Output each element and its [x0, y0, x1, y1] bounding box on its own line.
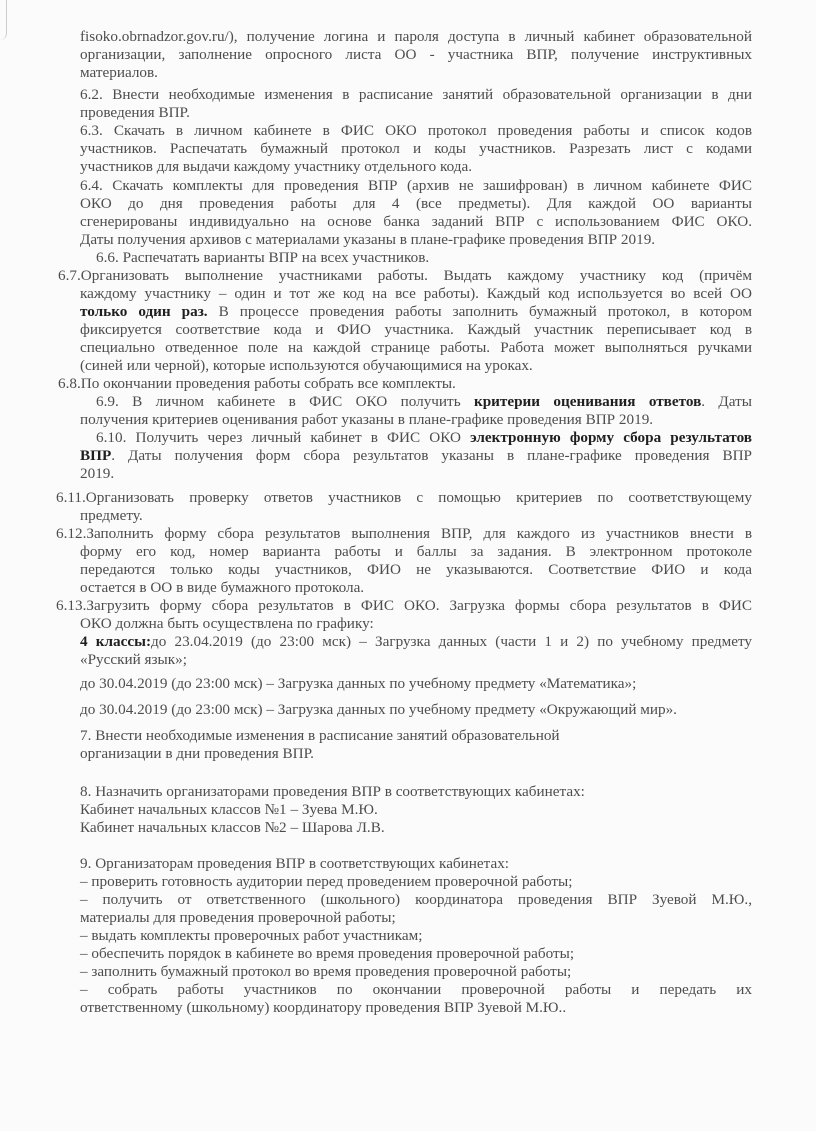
- text-line: [80, 783, 752, 801]
- bold-text-run: электронную форму сбора результатов: [470, 429, 752, 446]
- text-run: В процессе проведения работы заполнить бумажный протокол, в котором: [207, 303, 752, 320]
- text-run: ответственному (школьному) координатору проведения ВПР Зуевой М.Ю..: [80, 999, 567, 1016]
- text-run: 6.12.Заполнить форму сбора результатов выполнения ВПР, для каждого из участников внести в: [56, 525, 752, 542]
- text-line: [58, 375, 752, 393]
- text-line: [80, 873, 752, 891]
- text-line: [80, 579, 752, 597]
- text-line: [80, 701, 752, 719]
- text-run: – получить от ответственного (школьного) координатора проведения ВПР Зуевой М.Ю.,: [80, 891, 752, 908]
- text-run: 2019.: [80, 465, 115, 482]
- text-line: [80, 28, 752, 46]
- text-run: организации в дни проведения ВПР.: [80, 745, 314, 762]
- text-line: [80, 140, 752, 158]
- text-run: остается в ОО в виде бумажного протокола.: [80, 579, 365, 596]
- text-run: (синей или черной), которые используются обучающимися на уроках.: [80, 357, 533, 374]
- text-run: участников для выдачи каждому участнику отдельного кода.: [80, 158, 473, 175]
- text-run: сгенерированы индивидуально на основе банка заданий ВПР с использованием ФИС ОКО.: [80, 213, 752, 230]
- text-line: [80, 891, 752, 909]
- text-line: [80, 927, 752, 945]
- text-run: специально отведенное поле на каждой странице работы. Работа может выполняться ручками: [80, 339, 752, 356]
- bold-text-run: критерии оценивания ответов: [473, 393, 702, 410]
- text-line: [56, 525, 752, 543]
- text-run: 6.4. Скачать комплекты для проведения ВПР (архив не зашифрован) в личном кабинете ФИС: [80, 177, 752, 194]
- schedule-math: [80, 675, 752, 693]
- text-line: [80, 46, 752, 64]
- paragraph-6-12: [56, 525, 752, 597]
- text-run: Кабинет начальных классов №2 – Шарова Л.В.: [80, 819, 385, 836]
- text-run: 6.8.По окончании проведения работы собрать все комплекты.: [58, 375, 456, 392]
- text-line: [80, 981, 752, 999]
- text-run: – собрать работы участников по окончании проверочной работы и передать их: [80, 981, 752, 998]
- text-line: [80, 801, 752, 819]
- text-line: [80, 447, 752, 465]
- text-run: каждому участнику – один и тот же код на все работы). Каждый код используется во всей ОО: [80, 285, 752, 302]
- bold-text-run: только один раз.: [80, 303, 208, 320]
- text-run: Кабинет начальных классов №1 – Зуева М.Ю.: [80, 801, 378, 818]
- text-run: 6.11.Организовать проверку ответов участников с помощью критериев по соответствующему: [56, 489, 752, 506]
- text-run: Даты получения архивов с материалами указаны в плане-графике проведения ВПР 2019.: [80, 231, 656, 248]
- text-run: – заполнить бумажный протокол во время проведения проверочной работы;: [80, 963, 572, 980]
- text-line: [80, 285, 752, 303]
- text-run: ОКО должна быть осуществлена по графику:: [80, 615, 374, 632]
- text-line: [80, 339, 752, 357]
- text-line: [80, 999, 752, 1017]
- text-line: [80, 177, 752, 195]
- text-line: [80, 745, 752, 763]
- text-line: [80, 543, 752, 561]
- paragraph-8-organizers: [80, 783, 752, 837]
- bold-text-run: ВПР: [80, 447, 112, 464]
- text-line: [80, 615, 752, 633]
- text-line: [80, 561, 752, 579]
- text-line: [58, 267, 752, 285]
- text-line: [56, 489, 752, 507]
- text-run: – обеспечить порядок в кабинете во время проведения проверочной работы;: [80, 945, 575, 962]
- schedule-grade-4-russian: [80, 633, 752, 669]
- text-run: организации, заполнение опросного листа ОО - участника ВПР, получение инструктивных: [80, 46, 752, 63]
- text-run: до 30.04.2019 (до 23:00 мск) – Загрузка данных по учебному предмету «Математика»;: [80, 675, 637, 692]
- text-run: участников. Распечатать бумажный протокол и коды участников. Разрезать лист с кодами: [80, 140, 752, 157]
- text-line: [56, 597, 752, 615]
- text-run: форму его код, номер варианта работы и баллы за задания. В электронном протоколе: [80, 543, 752, 560]
- text-run: 6.13.Загрузить форму сбора результатов в ФИС ОКО. Загрузка формы сбора результатов в ФИС: [56, 597, 752, 614]
- text-run: получения критериев оценивания работ указаны в плане-графике проведения ВПР 2019.: [80, 411, 654, 428]
- text-line: [80, 158, 752, 176]
- text-run: 6.6. Распечатать варианты ВПР на всех участников.: [96, 249, 430, 266]
- paragraph-6-13: [56, 597, 752, 633]
- text-run: 8. Назначить организаторами проведения ВПР в соответствующих кабинетах:: [80, 783, 585, 800]
- text-line: [80, 727, 752, 745]
- text-run: 7. Внести необходимые изменения в расписание занятий образовательной: [80, 727, 560, 744]
- text-line: [80, 249, 752, 267]
- text-line: [80, 429, 752, 447]
- text-run: fisoko.obrnadzor.gov.ru/), получение логина и пароля доступа в личный кабинет образовательной: [80, 28, 752, 45]
- text-line: [80, 465, 752, 483]
- text-run: фиксируется соответствие кода и ФИО участника. Каждый участник переписывает код в: [80, 321, 752, 338]
- paragraph-9-duties: [80, 855, 752, 1017]
- paragraph-6-11: [56, 489, 752, 525]
- text-line: [80, 819, 752, 837]
- paragraph-6-10: [80, 429, 752, 483]
- text-run: предмету.: [80, 507, 143, 524]
- text-line: [80, 909, 752, 927]
- text-run: . Даты получения форм сбора результатов указаны в плане-графике проведения ВПР: [111, 447, 752, 464]
- text-line: [80, 195, 752, 213]
- text-run: проведения ВПР.: [80, 104, 190, 121]
- paragraph-6-8: [58, 375, 752, 393]
- text-line: [80, 303, 752, 321]
- text-run: материалов.: [80, 64, 158, 81]
- text-line: [80, 86, 752, 104]
- text-line: [80, 675, 752, 693]
- text-run: материалы для проведения проверочной работы;: [80, 909, 396, 926]
- text-line: [80, 64, 752, 82]
- text-run: – проверить готовность аудитории перед проведением проверочной работы;: [80, 873, 573, 890]
- text-line: [80, 122, 752, 140]
- text-line: [80, 104, 752, 122]
- text-run: 6.7.Организовать выполнение участниками работы. Выдать каждому участнику код (причём: [58, 267, 752, 284]
- paragraph-6-3: [80, 122, 752, 176]
- text-line: [80, 651, 752, 669]
- paragraph-7: [80, 727, 752, 763]
- text-run: 6.3. Скачать в личном кабинете в ФИС ОКО протокол проведения работы и список кодов: [80, 122, 752, 139]
- text-line: [80, 411, 752, 429]
- paragraph-6-4: [80, 177, 752, 249]
- text-run: 6.9. В личном кабинете в ФИС ОКО получить: [96, 393, 474, 410]
- scan-edge-mark: [0, 0, 7, 40]
- text-line: [80, 231, 752, 249]
- paragraph-6-2: [80, 86, 752, 122]
- text-run: . Даты: [701, 393, 752, 410]
- text-run: до 23.04.2019 (до 23:00 мск) – Загрузка данных (части 1 и 2) по учебному предмету: [151, 633, 752, 650]
- text-line: [80, 507, 752, 525]
- paragraph-6-1-continued: [80, 28, 752, 82]
- text-run: 6.10. Получить через личный кабинет в ФИС ОКО: [96, 429, 471, 446]
- text-run: – выдать комплекты проверочных работ участникам;: [80, 927, 423, 944]
- schedule-world: [80, 701, 752, 719]
- text-run: «Русский язык»;: [80, 651, 187, 668]
- text-run: 9. Организаторам проведения ВПР в соответствующих кабинетах:: [80, 855, 510, 872]
- text-run: до 30.04.2019 (до 23:00 мск) – Загрузка данных по учебному предмету «Окружающий мир».: [80, 701, 677, 718]
- paragraph-6-9: [80, 393, 752, 429]
- paragraph-6-7: [58, 267, 752, 375]
- text-line: [80, 945, 752, 963]
- text-line: [80, 633, 752, 651]
- text-run: передаются только коды участников, ФИО не указываются. Соответствие ФИО и кода: [80, 561, 752, 578]
- text-run: 6.2. Внести необходимые изменения в расписание занятий образовательной организации в дни: [80, 86, 752, 103]
- text-line: [80, 393, 752, 411]
- text-line: [80, 963, 752, 981]
- text-line: [80, 855, 752, 873]
- bold-text-run: 4 классы:: [80, 633, 152, 650]
- text-run: ОКО до дня проведения работы для 4 (все предметы). Для каждой ОО варианты: [80, 195, 752, 212]
- text-line: [80, 357, 752, 375]
- text-line: [80, 321, 752, 339]
- text-line: [80, 213, 752, 231]
- paragraph-6-6: [80, 249, 752, 267]
